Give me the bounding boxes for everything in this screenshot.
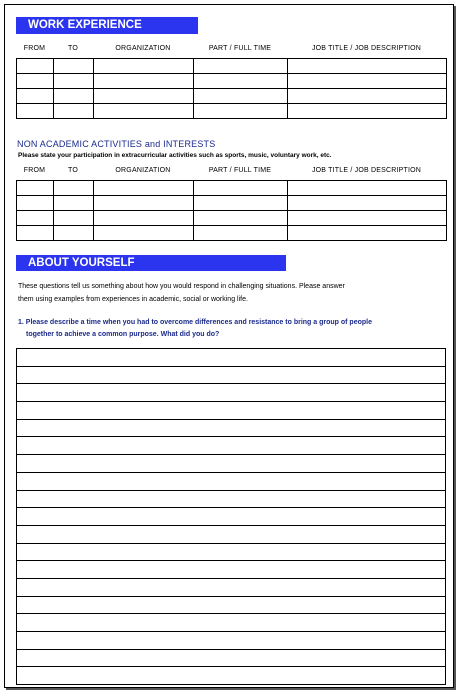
cell-job-title[interactable] bbox=[288, 226, 447, 241]
table-row bbox=[17, 211, 447, 226]
activities-note: Please state your participation in extracurricular activities such as sports, music, voluntary work, etc. bbox=[18, 152, 332, 159]
table-row bbox=[17, 104, 447, 119]
question-1-line1: 1. Please describe a time when you had to overcome differences and resistance to bring a group of people bbox=[18, 319, 372, 326]
question-1-line2: together to achieve a common purpose. What did you do? bbox=[26, 331, 220, 338]
activities-heading: NON ACADEMIC ACTIVITIES and INTERESTS bbox=[17, 139, 216, 149]
table-row bbox=[17, 89, 447, 104]
cell-part-full-time[interactable] bbox=[194, 89, 288, 104]
about-yourself-heading: ABOUT YOURSELF bbox=[16, 255, 286, 271]
cell-part-full-time[interactable] bbox=[194, 104, 288, 119]
cell-to[interactable] bbox=[54, 226, 94, 241]
activities-table bbox=[16, 180, 447, 241]
cell-to[interactable] bbox=[54, 181, 94, 196]
cell-part-full-time[interactable] bbox=[194, 226, 288, 241]
cell-job-title[interactable] bbox=[288, 74, 447, 89]
answer-line[interactable] bbox=[17, 472, 446, 490]
cell-from[interactable] bbox=[17, 74, 54, 89]
cell-to[interactable] bbox=[54, 211, 94, 226]
cell-part-full-time[interactable] bbox=[194, 59, 288, 74]
cell-job-title[interactable] bbox=[288, 196, 447, 211]
col-to: TO bbox=[68, 167, 78, 174]
cell-from[interactable] bbox=[17, 211, 54, 226]
about-intro-line1: These questions tell us something about how you would respond in challenging situations. Please answer bbox=[18, 283, 345, 290]
cell-to[interactable] bbox=[54, 74, 94, 89]
cell-from[interactable] bbox=[17, 104, 54, 119]
cell-to[interactable] bbox=[54, 104, 94, 119]
col-part-full-time: PART / FULL TIME bbox=[208, 167, 272, 174]
answer-line[interactable] bbox=[17, 508, 446, 526]
cell-organization[interactable] bbox=[94, 181, 194, 196]
cell-to[interactable] bbox=[54, 89, 94, 104]
work-experience-heading: WORK EXPERIENCE bbox=[16, 17, 198, 34]
table-row bbox=[17, 226, 447, 241]
answer-line[interactable] bbox=[17, 632, 446, 650]
cell-part-full-time[interactable] bbox=[194, 211, 288, 226]
col-job-title: JOB TITLE / JOB DESCRIPTION bbox=[311, 45, 422, 52]
cell-from[interactable] bbox=[17, 59, 54, 74]
cell-to[interactable] bbox=[54, 196, 94, 211]
col-from: FROM bbox=[23, 167, 46, 174]
answer-line[interactable] bbox=[17, 578, 446, 596]
answer-line[interactable] bbox=[17, 614, 446, 632]
col-part-full-time: PART / FULL TIME bbox=[208, 45, 272, 52]
cell-from[interactable] bbox=[17, 89, 54, 104]
answer-line[interactable] bbox=[17, 490, 446, 508]
cell-organization[interactable] bbox=[94, 74, 194, 89]
cell-job-title[interactable] bbox=[288, 181, 447, 196]
cell-part-full-time[interactable] bbox=[194, 74, 288, 89]
col-from: FROM bbox=[23, 45, 46, 52]
cell-organization[interactable] bbox=[94, 196, 194, 211]
answer-line[interactable] bbox=[17, 543, 446, 561]
answer-line[interactable] bbox=[17, 402, 446, 420]
cell-to[interactable] bbox=[54, 59, 94, 74]
cell-job-title[interactable] bbox=[288, 211, 447, 226]
cell-job-title[interactable] bbox=[288, 59, 447, 74]
answer-line[interactable] bbox=[17, 561, 446, 579]
cell-organization[interactable] bbox=[94, 104, 194, 119]
cell-organization[interactable] bbox=[94, 226, 194, 241]
answer-line[interactable] bbox=[17, 419, 446, 437]
work-experience-table bbox=[16, 58, 447, 119]
answer-line[interactable] bbox=[17, 349, 446, 367]
table-row bbox=[17, 74, 447, 89]
cell-job-title[interactable] bbox=[288, 89, 447, 104]
table-row bbox=[17, 59, 447, 74]
cell-from[interactable] bbox=[17, 196, 54, 211]
col-organization: ORGANIZATION bbox=[115, 45, 171, 52]
col-to: TO bbox=[68, 45, 78, 52]
col-job-title: JOB TITLE / JOB DESCRIPTION bbox=[311, 167, 422, 174]
cell-job-title[interactable] bbox=[288, 104, 447, 119]
cell-part-full-time[interactable] bbox=[194, 196, 288, 211]
cell-organization[interactable] bbox=[94, 59, 194, 74]
table-row bbox=[17, 181, 447, 196]
cell-from[interactable] bbox=[17, 226, 54, 241]
cell-from[interactable] bbox=[17, 181, 54, 196]
answer-line[interactable] bbox=[17, 667, 446, 685]
answer-line[interactable] bbox=[17, 649, 446, 667]
cell-part-full-time[interactable] bbox=[194, 181, 288, 196]
about-intro-line2: them using examples from experiences in academic, social or working life. bbox=[18, 296, 248, 303]
answer-box[interactable] bbox=[16, 348, 446, 685]
answer-line[interactable] bbox=[17, 596, 446, 614]
cell-organization[interactable] bbox=[94, 211, 194, 226]
cell-organization[interactable] bbox=[94, 89, 194, 104]
answer-line[interactable] bbox=[17, 366, 446, 384]
col-organization: ORGANIZATION bbox=[115, 167, 171, 174]
table-row bbox=[17, 196, 447, 211]
answer-line[interactable] bbox=[17, 437, 446, 455]
answer-line[interactable] bbox=[17, 455, 446, 473]
answer-line[interactable] bbox=[17, 525, 446, 543]
answer-line[interactable] bbox=[17, 384, 446, 402]
